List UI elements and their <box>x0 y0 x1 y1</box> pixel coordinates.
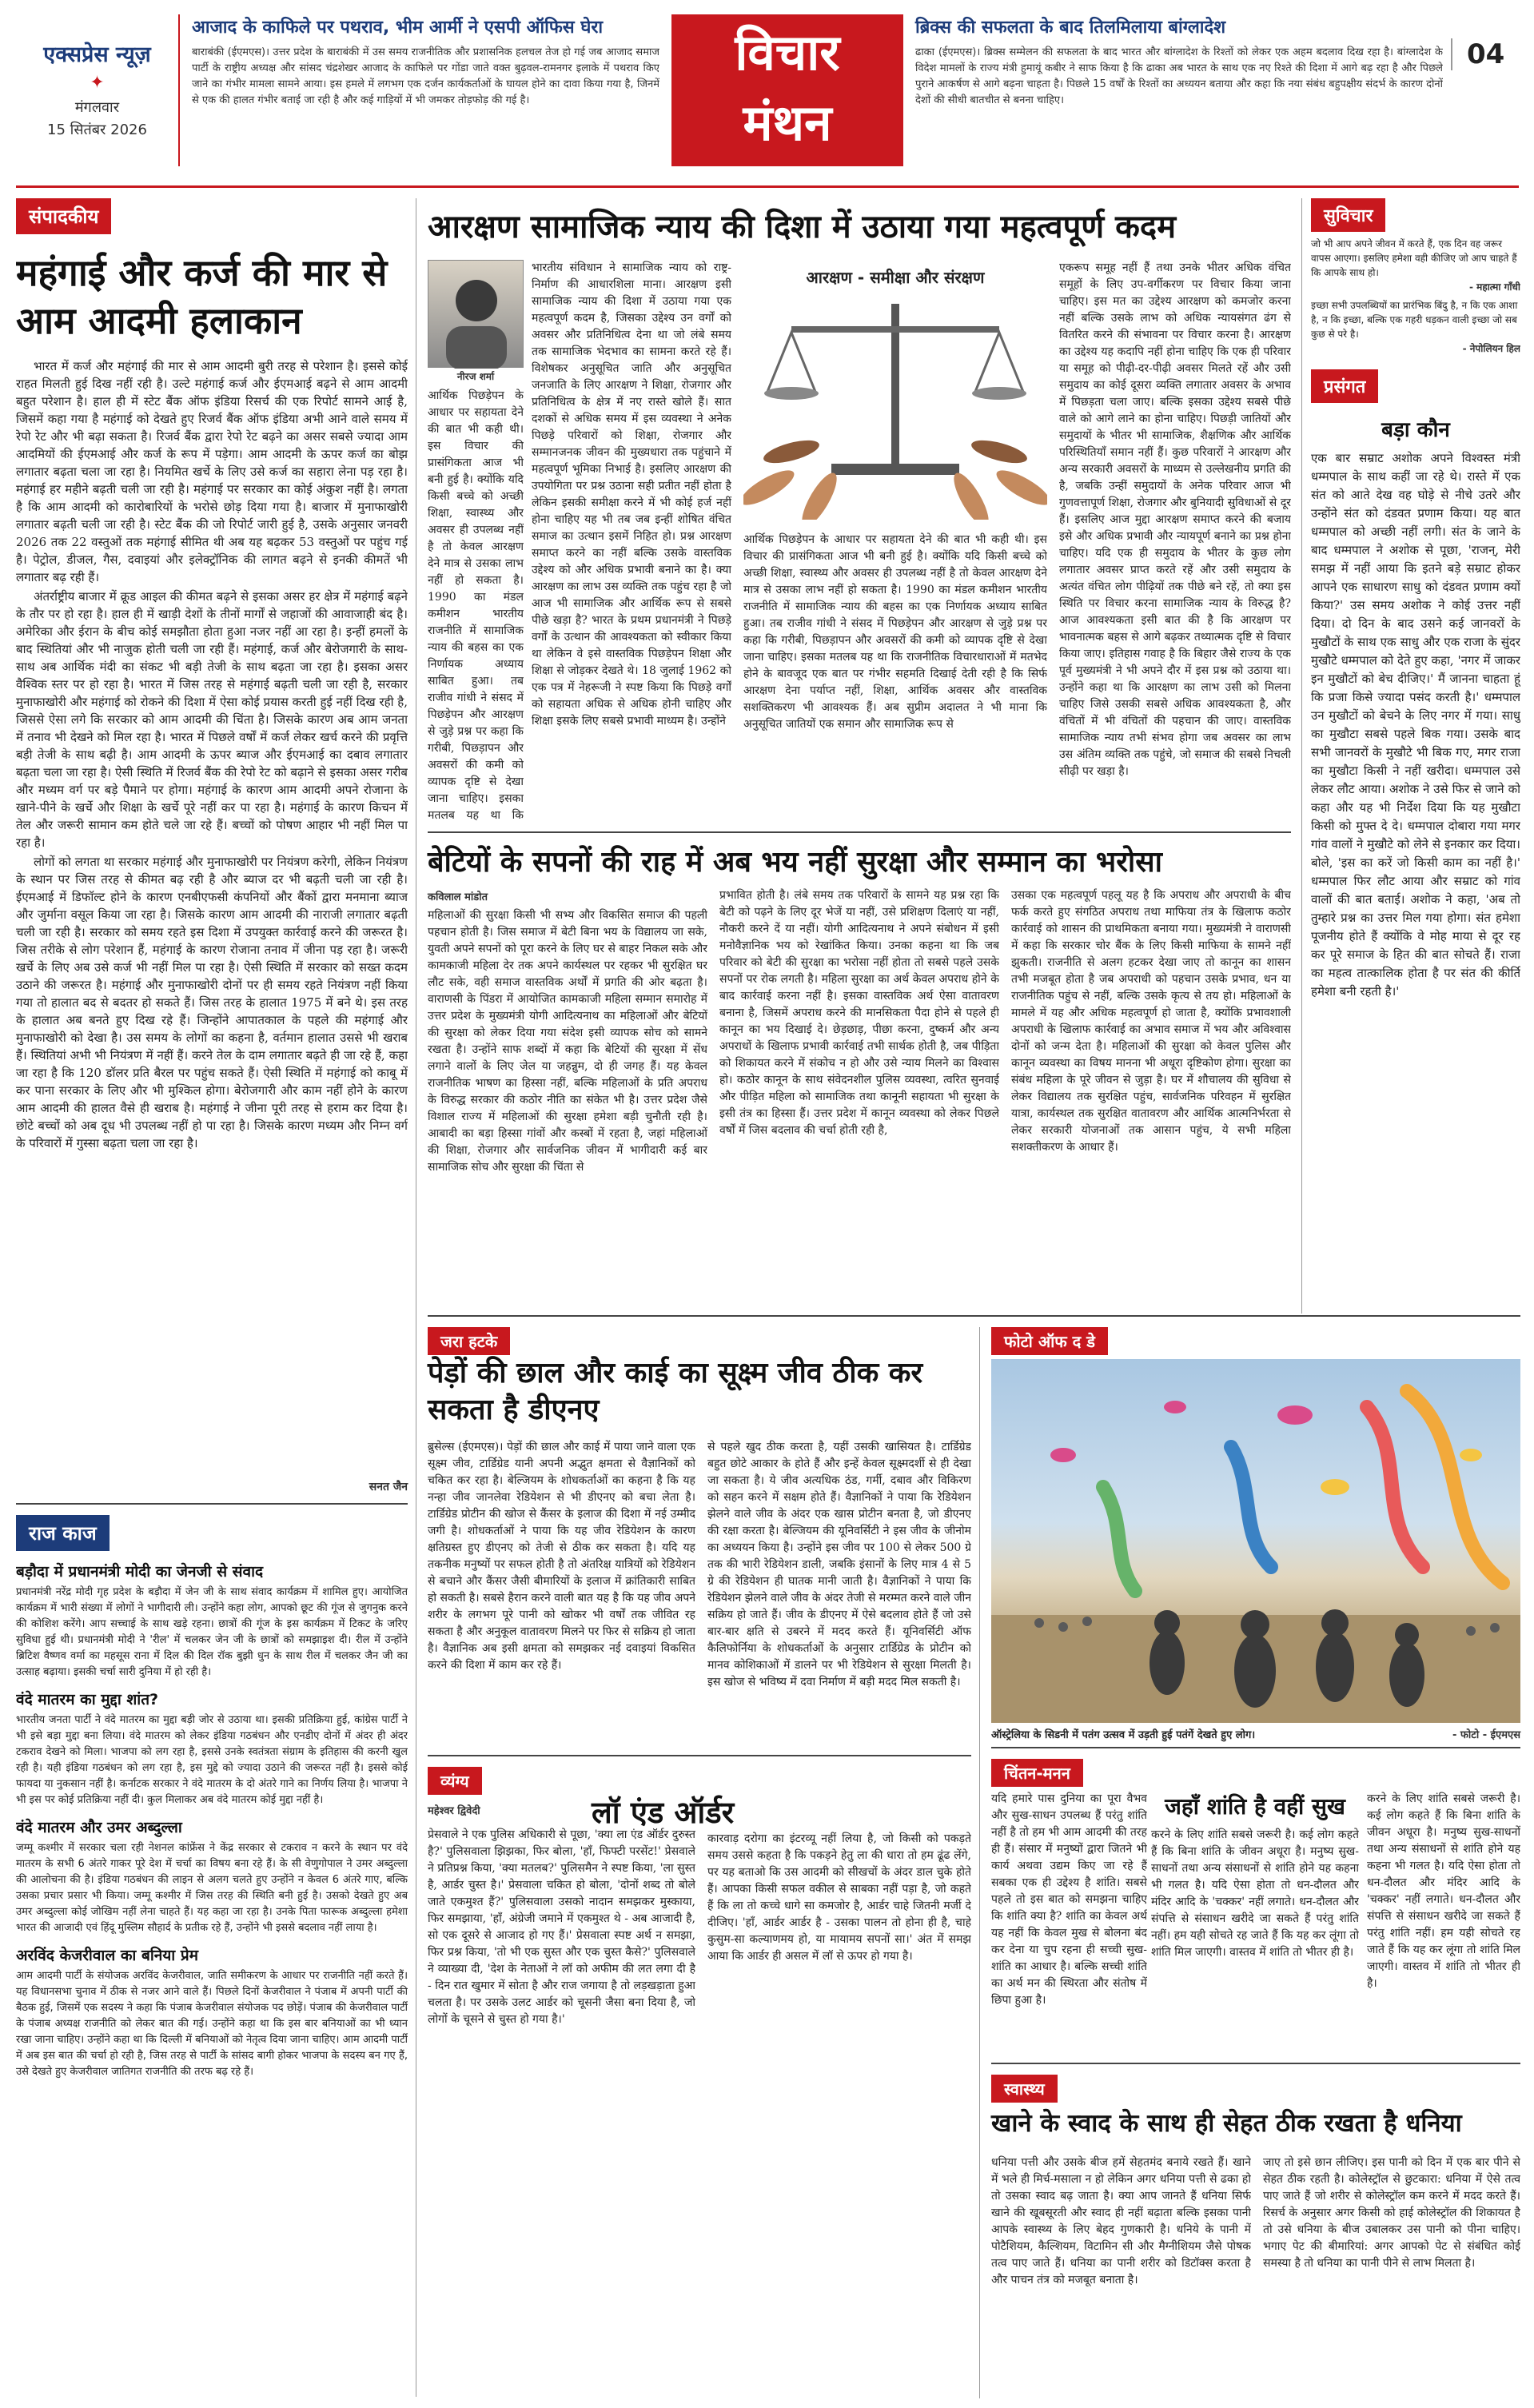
masthead-divider <box>16 185 1519 188</box>
top-right-story <box>915 14 1443 166</box>
top-right-story-title: ब्रिक्स की सफलता के बाद तिलमिलाया बांग्लादेश <box>915 18 1226 38</box>
health-col2: जाए तो इसे छान लीजिए। इस पानी को दिन में एक बार पीने से सेहत ठीक रहती है। कोलेस्ट्रॉल से छुटकारा: धनिया में ऐसे तत्व पाए जाते हैं जो शरीर से कोलेस्ट्रॉल कम करने में मदद करते हैं। रिसर्च के अनुसार अगर किसी को हाई कोलेस्ट्रॉल की शिकायत है तो उसे धनिया के बीज उबालकर उस पानी को पीना चाहिए। भगाए पेट की बीमारियां: अगर आपको पेट से संबंधित कोई समस्या है तो धनिया का पानी पीने से लाभ मिलता है। <box>1263 2156 1520 2270</box>
chintan-label: चिंतन-मनन <box>991 1759 1083 1787</box>
author-avatar-icon <box>428 261 524 369</box>
vyangya-col2: कारवाड़ दरोगा का इंटरव्यू नहीं लिया है, जो किसी को पकड़ते समय उससे कहता है कि पकड़ने हेतु ला की धारा तो हम ढूंढ लेंगे, पर यह बताओ कि उस आदमी को सीखचों के अंदर डाल चुके होते हैं। आपका किसी सफल वकील से साबका नहीं पड़ा है, जो कहते हैं कि ला तो कच्चे धागे सा कमजोर है, आर्डर चाहे जितनी मर्जी दे दीजिए। 'हाँ, आर्डर आर्डर है - उसका पालन तो होना ही है, चाहे कुसुम-सा कल्याणमय हो, या मायामय सपनों सा।' अंत में समझ आया कि आर्डर ही असल में लॉ से ऊपर हो गया है। <box>707 1832 971 1963</box>
section-title-manthan: मंथन <box>743 94 832 152</box>
justice-scale-icon <box>743 288 1047 520</box>
rajkaj-item-title: बड़ौदा में प्रधानमंत्री मोदी का जेनजी से संवाद <box>16 1563 264 1581</box>
vyangya-author: महेश्वर द्विवेदी <box>428 1805 480 1817</box>
top-left-story-title: आजाद के काफिले पर पथराव, भीम आर्मी ने एसपी ऑफिस घेरा <box>192 18 604 38</box>
reservation-col1-lower-text: आर्थिक पिछड़ेपन के आधार पर सहायता देने की बात भी कही थी। इस विचार की प्रासंगिकता आज भी बनी हुई है। क्योंकि यदि किसी बच्चे को अच्छी शिक्षा, स्वास्थ्य और अवसर ही उपलब्ध नहीं है तो केवल आरक्षण देने मात्र से उसका लाभ नहीं हो सकता है। 1990 का मंडल कमीशन भारतीय राजनीति में सामाजिक न्याय की बहस का एक निर्णायक अध्याय साबित हुआ। तब राजीव गांधी ने संसद में पिछड़ेपन और आरक्षण से जुड़े प्रश्न पर कहा कि गरीबी, पिछड़ापन और अवसरों की कमी को व्यापक दृष्टि से देखा जाना चाहिए। इसका मतलब यह था कि <box>428 389 524 822</box>
rajkaj-item <box>16 1944 408 2080</box>
dna-label: जरा हटके <box>428 1327 510 1355</box>
rajkaj-item-text: भारतीय जनता पार्टी ने वंदे मातरम का मुद्दा बड़ी जोर से उठाया था। इसकी प्रतिक्रिया हुई, कांग्रेस पार्टी ने भी इसे बड़ा मुद्दा बना लिया। वंदे मातरम को लेकर इंडिया गठबंधन और एनडीए दोनों में अंदर ही अंदर टकराव देखने को मिला। भाजपा को लग रहा है, इससे उनके स्वतंत्रता संग्राम के इतिहास की करनी खुल रही है। यही इंडिया गठबंधन को लग रहा है, इस मुद्दे को ज्यादा उठाने की जरूरत नहीं है। इससे कोई फायदा या नुकसान नहीं है। कर्नाटक सरकार ने वंदे मातरम के दो अंतरे गाने का निर्णय लिया है। भाजपा ने भी इस पर कोई प्रतिक्रिया नहीं दी। कुल मिलाकर अब वंदे मातरम कोई मुद्दा नहीं है। <box>16 1714 408 1806</box>
betiyan-col1: महिलाओं की सुरक्षा किसी भी सभ्य और विकसित समाज की पहली पहचान होती है। जिस समाज में बेटी बिना भय के विद्यालय जा सके, युवती अपने सपनों को पूरा करने के लिए घर से बाहर निकल सके और कामकाजी महिला देर तक अपने कार्यस्थल पर रहकर भी सुरक्षित घर लौट सके, वही समाज वास्तविक अर्थों में प्रगति की ओर बढ़ता है। वाराणसी के पिंडरा में आयोजित कामकाजी महिला सम्मान समारोह में उत्तर प्रदेश के मुख्यमंत्री योगी आदित्यनाथ का महिलाओं और बेटियों की सुरक्षा को लेकर दिया गया संदेश इसी व्यापक सोच को सामने रखता है। उन्होंने साफ शब्दों में कहा कि बेटियों की सुरक्षा में सेंध लगाने वालों के लिए जेल या जहन्नुम, दो ही जगह हैं। यह केवल राजनीतिक भाषण का हिस्सा नहीं, बल्कि महिलाओं के प्रति अपराध के विरुद्ध सरकार की कठोर नीति का संकेत भी है। उत्तर प्रदेश जैसे विशाल राज्य में महिलाओं की सुरक्षा हमेशा बड़ी चुनौती रही है। आबादी का बड़ा हिस्सा गांवों और कस्बों में रहता है, जहां महिलाओं की शिक्षा, रोजगार और सार्वजनिक जीवन में भागीदारी कई बार सामाजिक सोच और सुरक्षा की चिंता से <box>428 909 707 1174</box>
chintan-divider <box>991 2063 1520 2064</box>
vyangya-col1: प्रेसवाले ने एक पुलिस अधिकारी से पूछा, 'क्या ला एंड ऑर्डर दुरुस्त है?' पुलिसवाला झिझका, फिर बोला, 'हाँ, फिफ्टी परसेंट!' प्रेसवाले ने प्रतिप्रश्न किया, 'क्या मतलब?' पुलिसमैन ने स्पष्ट किया, 'ला सुस्त है, आर्डर चुस्त है।' प्रेसवाला चकित हो बोला, 'दोनों शब्द तो बोले जाते एकमुश्त हैं?' पुलिसवाला उसको नादान समझकर मुस्काया, फिर समझाया, 'हाँ, अंग्रेजी जमाने में एकमुश्त थे - अब आजादी है, सो एक दूसरे से आजाद हो गए हैं।' प्रेसवाला स्पष्ट अर्थ न समझा, फिर प्रश्न किया, 'तो भी एक सुस्त और एक चुस्त कैसे?' पुलिसवाले ने व्याख्या दी, 'देश के नेताओं ने लॉ को अफीम की लत लगा दी है - दिन रात खुमार में सोता है और राज जगाया है तो लड़खड़ाता हुआ चलता है। पर उसके उलट आर्डर को चूसनी जैसा बना दिया है, जो लोगों के चूसने से चुस्त हो गया है।' <box>428 1828 695 2026</box>
editorial-author: सनत जैन <box>369 1481 408 1493</box>
dna-bottom-divider <box>428 1755 971 1756</box>
suvichar-quote: इच्छा सभी उपलब्धियों का प्रारंभिक बिंदु है, न कि एक आशा है, न कि इच्छा, बल्कि एक गहरी धड़कन वाली इच्छा जो सब कुछ से परे है। <box>1311 300 1518 340</box>
reservation-col2-text: आर्थिक पिछड़ेपन के आधार पर सहायता देने की बात भी कही थी। इस विचार की प्रासंगिकता आज भी बनी हुई है। क्योंकि यदि किसी बच्चे को अच्छी शिक्षा, स्वास्थ्य और अवसर ही उपलब्ध नहीं है तो केवल आरक्षण देने मात्र से उसका लाभ नहीं हो सकता है। 1990 का मंडल कमीशन भारतीय राजनीति में सामाजिक न्याय की बहस का एक निर्णायक अध्याय साबित हुआ। तब राजीव गांधी ने संसद में पिछड़ेपन और आरक्षण से जुड़े प्रश्न पर कहा कि गरीबी, पिछड़ापन और अवसरों की कमी को व्यापक दृष्टि से देखा जाना चाहिए। इसका मतलब यह था कि राजनीतिक विचारधाराओं में मतभेद होने के बावजूद एक बात पर गंभीर सहमति दिखाई देती रही है कि सिर्फ आरक्षण देना पर्याप्त नहीं, शिक्षा, आर्थिक अवसर और वास्तविक सशक्तिकरण भी आवश्यक हैं। अब सुप्रीम अदालत ने भी माना कि अनुसूचित जातियों एक समान और सामाजिक रूप से <box>743 533 1047 731</box>
betiyan-col3: उसका एक महत्वपूर्ण पहलू यह है कि अपराध और अपराधी के बीच फर्क करते हुए संगठित अपराध तथा माफिया तंत्र के खिलाफ कठोर कार्रवाई को शासन की प्राथमिकता बनाया गया। मुख्यमंत्री ने वाराणसी में कहा कि सरकार चोर बैंक के लिए किसी माफिया के सामने नहीं झुकती। राजनीति से अलग हटकर देखा जाए तो कानून का शासन तभी मजबूत होता है जब अपराधी को पहचान उसके प्रभाव, धन या राजनीतिक पहुंच से नहीं, बल्कि उसके कृत्य से तय हो। महिलाओं के मामले में यह और अधिक महत्वपूर्ण हो जाता है, क्योंकि प्रभावशाली अपराधी के खिलाफ कार्रवाई का अभाव समाज में भय और अविश्वास दोनों को जन्म देता है। महिलाओं की सुरक्षा को केवल पुलिस और कानून व्यवस्था का विषय मानना भी अधूरा दृष्टिकोण होगा। सुरक्षा का संबंध महिला के पूरे जीवन से जुड़ा है। घर में शौचालय की सुविधा से लेकर विद्यालय तक सुरक्षित पहुंच, सार्वजनिक परिवहन में सुरक्षित यात्रा, कार्यस्थल तक सुरक्षित वातावरण और आर्थिक आत्मनिर्भरता से लेकर सरकारी योजनाओं तक आसान पहुंच, ये सभी महिला सशक्तीकरण के आधार हैं। <box>1011 889 1291 1154</box>
reservation-col2 <box>743 532 1047 823</box>
editorial <box>16 198 408 1497</box>
editorial-headline: महंगाई और कर्ज की मार से आम आदमी हलाकान <box>16 251 388 342</box>
editorial-section-label: संपादकीय <box>16 198 111 234</box>
rajkaj-item-title: वंदे मातरम और उमर अब्दुल्ला <box>16 1819 182 1836</box>
vyangya-label: व्यंग्य <box>428 1767 482 1795</box>
betiyan-author: कविलाल मांडोत <box>428 891 488 903</box>
brand-name: एक्सप्रेस न्यूज़ <box>43 42 151 67</box>
issue-day: मंगलवार <box>74 99 120 116</box>
suvichar-section-label: सुविचार <box>1311 198 1385 232</box>
suvichar <box>1311 198 1520 362</box>
reservation-divider <box>428 831 1291 833</box>
top-left-story <box>192 14 659 166</box>
section-banner <box>671 14 903 166</box>
prasang-title: बड़ा कौन <box>1381 418 1450 442</box>
brand-box <box>16 14 180 166</box>
reservation-image <box>743 260 1047 524</box>
suvichar-author: - नेपोलियन हिल <box>1462 343 1520 354</box>
rajkaj-item <box>16 1688 408 1808</box>
prasang-body: एक बार सम्राट अशोक अपने विश्वस्त मंत्री धम्मपाल के साथ कहीं जा रहे थे। रास्ते में एक संत को आते देख वह घोड़े से नीचे उतरे और उन्होंने संत को दंडवत प्रणाम किया। यह बात धम्मपाल को अच्छी नहीं लगी। संत के जाने के बाद धम्मपाल ने अशोक से पूछा, 'राजन्, मेरी समझ में नहीं आया कि इतने बड़े सम्राट होकर आपने एक साधारण साधु को दंडवत प्रणाम क्यों किया?' उस समय अशोक ने कोई उत्तर नहीं दिया। दो दिन के बाद उसने कई जानवरों के मुखौटों के साथ एक साधु और एक राजा के सुंदर मुखौटे धम्मपाल को देते हुए कहा, 'नगर में जाकर इन मुखौटों को बेच दीजिए।' मैं जानना चाहता हूं कि प्रजा किसे ज्यादा पसंद करती है।' धम्मपाल उन मुखौटों को बेचने के लिए नगर में गया। साधु का मुखौटा सबसे पहले बिक गया। उसके बाद सभी जानवरों के मुखौटे भी बिक गए, मगर राजा का मुखौटा किसी ने नहीं खरीदा। धम्मपाल उसे लेकर लौट आया। अशोक ने उसे फिर से जाने को कहा और यह भी निर्देश दिया कि यह मुखौटा किसी को मुफ्त दे दे। धम्मपाल दोबारा गया मगर गांव वालों ने मुखौटे को लेने से इनकार कर दिया। बोले, 'इस का करें जो किसी काम का नहीं है।' धम्मपाल फिर लौट आया और सम्राट को गांव वालों की बात बताई। अशोक ने कहा, 'अब तो तुम्हारे प्रश्न का उत्तर मिल गया होगा। संत हमेशा पूजनीय होते हैं क्योंकि वे मोह माया से दूर रह कर पूरे समाज के हित की बात सोचते हैं। राजा का महत्व तात्कालिक होता है पर संत की कीर्ति हमेशा बनी रहती है।' <box>1311 451 1520 999</box>
author-photo <box>428 260 524 368</box>
column-divider <box>979 1327 980 2398</box>
photo-caption: ऑस्ट्रेलिया के सिडनी में पतंग उत्सव में उड़ती हुई पतंगें देखते हुए लोग। <box>991 1729 1256 1741</box>
editorial-paragraph: लोगों को लगता था सरकार महंगाई और मुनाफाखोरी पर नियंत्रण करेगी, लेकिन नियंत्रण के स्थान पर जिस तरह से कीमत बढ़ रही है और ब्याज दर भी बढ़ती चली जा रही है। ईएमआई में डिफॉल्ट होने के कारण एनबीएफसी कंपनियों और बैंकों द्वारा मनमाना ब्याज और जुर्माना वसूल किया जा रहा है। जिसके कारण आम आदमी की नाराजी लगातार बढ़ती चली जा रही है। सरकार को समय रहते इस दिशा में उपयुक्त कार्रवाई करने की जरूरत है। जिस तरीके से लोग परेशान हैं, महंगाई के कारण रोजाना तनाव में जीना पड़ रहा है। जरूरी खर्चे के लिए अब उसे कर्ज भी नहीं मिल पा रहा है। ऐसी स्थिति में सरकार को सख्त कदम उठाने की जरूरत है। महंगाई और मुनाफाखोरी दोनों पर ही समय रहते नियंत्रण नहीं किया गया तो हालात बद से बदतर हो सकते हैं। जिस तरह के हालात 1975 में बने थे। इस तरह के हालात अब बनते हुए दिख रहे हैं। जिन्होंने आपातकाल के पहले की महंगाई और मुनाफाखोरी को देखा है। उस समय के लोगों का कहना है, वर्तमान हालात उससे भी खराब हैं। स्थितियां अभी भी नियंत्रण में नहीं हैं। करने तेल के दाम लगातार बढ़ते ही जा रहे हैं, कहा जा रहा है कि 120 डॉलर प्रति बैरल पर पहुंच सकते हैं। ऐसी स्थिति में महंगाई को काबू में कर पाना सरकार के लिए और भी मुश्किल होगा। बेरोजगारी और काम नहीं होने के कारण आम आदमी की हालत वैसे ही खराब है। महंगाई ने जीना पूरी तरह से हराम कर दिया है। छोटे बच्चों को अब दूध भी उपलब्ध नहीं हो पा रहा है। जिसके कारण मध्यम और निम्न वर्ग के परिवारों में गुस्सा बढ़ता चला जा रहा है। <box>16 855 408 1150</box>
editorial-body <box>16 357 408 1152</box>
betiyan-col2: प्रभावित होती है। लंबे समय तक परिवारों के सामने यह प्रश्न रहा कि बेटी को पढ़ने के लिए दूर भेजें या नहीं, उसे प्रशिक्षण दिलाएं या नहीं, नौकरी करने दें या नहीं। योगी आदित्यनाथ ने अपने संबोधन में इसी मनोवैज्ञानिक भय को रेखांकित किया। उनका कहना था कि जब परिवार को बेटी की सुरक्षा का भरोसा नहीं होता तो सबसे पहले उसके सपनों पर रोक लगती है। महिला सुरक्षा का अर्थ केवल अपराध होने के बाद कार्रवाई करना नहीं है। इसका वास्तविक अर्थ ऐसा वातावरण बनाना है, जिसमें अपराध करने की मानसिकता पैदा होने से पहले ही कानून का भय दिखाई दे। छेड़छाड़, पीछा करना, दुष्कर्म और अन्य अपराधों के खिलाफ प्रभावी कार्रवाई तभी सार्थक होती है, जब पीड़िता को शिकायत करने में संकोच न हो और उसे न्याय मिलने का विश्वास हो। कठोर कानून के साथ संवेदनशील पुलिस व्यवस्था, त्वरित सुनवाई और पीड़ित महिला को सामाजिक तथा कानूनी सहायता भी सुरक्षा के इसी तंत्र का हिस्सा हैं। उत्तर प्रदेश में कानून व्यवस्था को लेकर पिछले वर्षों में जिस बदलाव की चर्चा होती रही है, <box>719 889 999 1137</box>
masthead <box>0 0 1534 180</box>
chintan-title: जहाँ शांति है वहीं सुख <box>1165 1793 1345 1820</box>
chintan-col2: करने के लिए शांति सबसे जरूरी है। कई लोग कहते हैं कि बिना शांति के जीवन अधूरा है। मनुष्य सुख-साधनों तथा अन्य संसाधनों से शांति होने यह कहना भी गलत है। यदि ऐसा होता तो धन-दौलत और मंदिर आदि के 'चक्कर' नहीं लगाते। धन-दौलत और संपत्ति से संसाधन खरीदे जा सकते हैं परंतु शांति नहीं। हम यही सोचते रह जाते हैं कि यह कर लूंगा तो शांति मिल जाएगी। वास्तव में शांति तो भीतर ही है। <box>1367 1792 1520 1990</box>
reservation-headline: आरक्षण सामाजिक न्याय की दिशा में उठाया गया महत्वपूर्ण कदम <box>428 209 1177 245</box>
top-left-story-text: बाराबंकी (ईएमएस)। उत्तर प्रदेश के बाराबंकी में उस समय राजनीतिक और प्रशासनिक हलचल तेज हो गई जब आजाद समाज पार्टी के राष्ट्रीय अध्यक्ष और सांसद चंद्रशेखर आजाद के काफिले पर गोंडा जाते वक्त बुढ़वल-रामनगर इलाके में पथराव किए जाने का गंभीर मामला सामने आया। इस हमले में लगभग एक दर्जन कार्यकर्ताओं के घायल होने का दावा किया गया है, जिनमें से एक की हालत गंभीर बताई जा रही है और कई गाड़ियों में भी जमकर तोड़फोड़ की गई है। <box>192 46 659 106</box>
photo-of-day-image <box>991 1359 1520 1723</box>
reservation-col3 <box>1059 260 1291 823</box>
chintan-col-mid: करने के लिए शांति सबसे जरूरी है। कई लोग कहते हैं कि बिना शांति के जीवन अधूरा है। मनुष्य सुख-साधनों तथा अन्य संसाधनों से शांति होने यह कहना भी गलत है। यदि ऐसा होता तो धन-दौलत और मंदिर आदि के 'चक्कर' नहीं लगाते। धन-दौलत और संपत्ति से संसाधन खरीदे जा सकते हैं परंतु शांति नहीं। हम यही सोचते रह जाते हैं कि यह कर लूंगा तो शांति मिल जाएगी। वास्तव में शांति तो भीतर ही है। <box>1151 1828 1359 1959</box>
photo-divider <box>991 1747 1520 1748</box>
betiyan-headline: बेटियों के सपनों की राह में अब भय नहीं सुरक्षा और सम्मान का भरोसा <box>428 846 1162 879</box>
rajkaj-item-title: अरविंद केजरीवाल का बनिया प्रेम <box>16 1947 199 1964</box>
reservation-image-caption: आरक्षण - समीक्षा और संरक्षण <box>806 268 985 287</box>
chintan-col1: यदि हमारे पास दुनिया का पूरा वैभव और सुख-साधन उपलब्ध हैं परंतु शांति नहीं है तो हम भी आम आदमी की तरह ही हैं। संसार में मनुष्यों द्वारा जितने भी कार्य अथवा उद्यम किए जा रहे हैं सबका एक ही उद्देश्य है शांति। सबसे पहले तो इस बात को समझना चाहिए कि शांति क्या है? शांति का केवल अर्थ यह नहीं कि केवल मुख से बोलना बंद कर देना या चुप रहना ही सच्ची सुख-शांति का आधार है। बल्कि सच्ची शांति का अर्थ मन की स्थिरता और संतोष में छिपा हुआ है। <box>991 1792 1147 2007</box>
reservation-author: नीरज शर्मा <box>456 371 495 382</box>
health-col1: धनिया पत्ती और उसके बीज हमें सेहतमंद बनाये रखते हैं। खाने में भले ही मिर्च-मसाला न हो लेकिन अगर धनिया पत्ती से ढका हो तो उसका स्वाद बढ़ जाता है। क्या आप जानते हैं धनिया सिर्फ खाने की खूबसूरती और स्वाद ही नहीं बढ़ाता बल्कि इसका पानी आपके स्वास्थ्य के लिए बेहद गुणकारी है। धनिये के पानी में पोटैशियम, कैल्शियम, विटामिन सी और मैग्नीशियम जैसे पोषक तत्व पाए जाते हैं। धनिया का पानी शरीर को डिटॉक्स करता है और पाचन तंत्र को मजबूत बनाता है। <box>991 2156 1251 2286</box>
top-right-story-text: ढाका (ईएमएस)। ब्रिक्स सम्मेलन की सफलता के बाद भारत और बांग्लादेश के रिश्तों को लेकर एक अहम बदलाव दिख रहा है। बांग्लादेश के विदेश मामलों के राज्य मंत्री हुमायूं कबीर ने साफ किया है कि ढाका अब भारत के साथ एक नए रिश्ते की दिशा में आगे बढ़ रहा है और पिछले पुराने आकर्षण से आगे बढ़ना चाहता है। पिछले 15 वर्षों के रिश्तों का अध्ययन बताया और कहा कि नया संबंध बहुपक्षीय संदर्भ के कारण दोनों देशों की सीधी बातचीत से बनना चाहिए। <box>915 46 1443 106</box>
section-title-vichar: विचार <box>735 23 840 82</box>
health-label: स्वास्थ्य <box>991 2075 1058 2103</box>
rajkaj-item-title: वंदे मातरम का मुद्दा शांत? <box>16 1691 159 1708</box>
rajkaj-section-label: राज काज <box>16 1515 110 1551</box>
dna-headline: पेड़ों की छाल और काई का सूक्ष्म जीव ठीक कर सकता है डीएनए <box>428 1357 923 1426</box>
photo-credit: - फोटो - ईएमएस <box>1452 1729 1520 1741</box>
rajkaj-item-text: प्रधानमंत्री नरेंद्र मोदी गृह प्रदेश के बड़ौदा में जेन जी के साथ संवाद कार्यक्रम में शामिल हुए। आयोजित कार्यक्रम में भारी संख्या में लोगों ने भागीदारी ली। उन्होंने कहा लोग, आपको छूट की गूंज से जुगनुक करने की कोशिश करेंगे। आप सच्चाई के साथ खड़े रहना। छात्रों की गूंज के इस कार्यक्रम में टिकट के जरिए सुविधा हुई थी। प्रधानमंत्री मोदी ने 'रील' में चलकर जेन जी के छात्रों को समझाइश दी। रील में उन्होंने ब्रिटिश वैष्णव वर्मा का महसूस राना में दिल की दिल रॉक बुझी धुन के साथ रील में चलकर जैन जी का उत्साह बढ़ाया। इसकी चर्चा सारी दुनिया में हो रही है। <box>16 1586 408 1678</box>
brand-ornament-icon: ✦ <box>90 73 105 93</box>
issue-date: 15 सितंबर 2026 <box>47 122 147 138</box>
reservation-col1 <box>532 260 731 823</box>
rajkaj-item <box>16 1816 408 1936</box>
reservation-col3-text: एकरूप समूह नहीं हैं तथा उनके भीतर अधिक वंचित समूहों के लिए उप-वर्गीकरण पर विचार किया जाना चाहिए। इस मत का उद्देश्य आरक्षण को कमजोर करना नहीं बल्कि उसके लाभ को अधिक न्यायसंगत ढंग से वितरित करने की संभावना पर विचार करना है। आरक्षण का उद्देश्य यह कदापि नहीं होना चाहिए कि एक ही परिवार या समूह को पीढ़ी-दर-पीढ़ी अवसर मिलते रहें और उसी समुदाय का कोई दूसरा व्यक्ति लगातार अवसर के अभाव में पिछड़ता चला जाए। बल्कि इसका उद्देश्य सबसे पीछे वाले को आगे लाने का होना चाहिए। पिछड़ी जातियों और समुदायों के भीतर भी सामाजिक, शैक्षणिक और आर्थिक परिस्थितियाँ समान नहीं हैं। कुछ परिवारों ने आरक्षण और अन्य सरकारी अवसरों के माध्यम से उल्लेखनीय प्रगति की है, जबकि उन्हीं समुदायों के अनेक परिवार आज भी गुणवत्तापूर्ण शिक्षा, रोजगार और बुनियादी सुविधाओं से दूर हैं। इसलिए आज मुद्दा आरक्षण समाप्त करने की बजाय इसे और अधिक प्रभावी और न्यायपूर्ण बनाने का प्रश्न होना चाहिए। यदि एक ही समुदाय के भीतर के कुछ लोग लगातार अवसर प्राप्त करते रहें और उसी समुदाय के अत्यंत वंचित लोग पीढ़ियों तक पीछे बने रहें, तो क्या इस स्थिति पर विचार करना सामाजिक न्याय के विरुद्ध है? आज आवश्यकता इसी बात की है कि आरक्षण पर भावनात्मक बहस से आगे बढ़कर तथ्यात्मक दृष्टि से विचार किया जाए। इतिहास गवाह है कि बिहार जैसे राज्य के एक पूर्व मुख्यमंत्री ने भी अपने दौर में इस प्रश्न को उठाया था। उन्होंने कहा था कि आरक्षण का लाभ उसी को मिलना चाहिए जिसे उसकी सबसे अधिक आवश्यकता है, और वंचितों में भी वंचितों की पहचान की जाए। वास्तविक सामाजिक न्याय तभी संभव होगा जब अवसर का लाभ उस अंतिम व्यक्ति तक पहुंचे, जो समाज की सबसे निचली सीढ़ी पर खड़ा है। <box>1059 261 1291 778</box>
betiyan-divider <box>428 1315 1520 1317</box>
editorial-paragraph: भारत में कर्ज और महंगाई की मार से आम आदमी बुरी तरह से परेशान है। इससे कोई राहत मिलती हुई दिख नहीं रही है। उल्टे महंगाई कर्ज और ईएमआई बढ़ने से आम आदमी बहुत परेशान है। हाल ही में स्टेट बैंक ऑफ इंडिया रिसर्च की एक रिपोर्ट सामने आई है, जिसमें कहा गया है महंगाई को देखते हुए रिजर्व बैंक ऑफ इंडिया अभी आने वाले समय में रेपो रेट और भी बढ़ा सकता है। रिजर्व बैंक द्वारा रेपो रेट बढ़ने का असर सबसे ज्यादा आम आदमियों की ईएमआई और कर्ज के रूप में पड़ेगा। आम आदमी के ऊपर कर्ज का बोझ लगातार बढ़ता चला जा रहा है। नियमित खर्चे के लिए उसे कर्ज का सहारा लेना पड़ रहा है। महंगाई हर महीने बढ़ती चली जा रही है। महंगाई पर सरकार का कोई अंकुश नहीं है। लगता है कि आम आदमी को कारोबारियों के भरोसे छोड़ दिया गया है। बाजार में मुनाफाखोरी लगातार बढ़ती चली जा रही है। स्टेट बैंक की जो रिपोर्ट जारी हुई है, उसके अनुसार जनवरी 2026 तक 22 वस्तुओं तक महंगाई सीमित थी अब यह बढ़कर 53 वस्तुओं पर पहुंच गई है। पेट्रोल, डीजल, गैस, दवाइयां और इलेक्ट्रॉनिक की लागत बढ़ने से इनकी कीमतें भी लगातार बढ़ रही हैं। <box>16 359 408 584</box>
prasang <box>1311 369 1520 1313</box>
dna-col2: से पहले खुद ठीक करता है, यहीं उसकी खासियत है। टार्डिग्रेड बहुत छोटे आकार के होते हैं और इन्हें केवल सूक्ष्मदर्शी से ही देखा जा सकता है। ये जीव अत्यधिक ठंड, गर्मी, दबाव और विकिरण को सहन करने में सक्षम होते हैं। वैज्ञानिकों ने पाया कि रेडियेशन झेलने वाले जीव के अंदर एक खास प्रोटीन बनता है, जो डीएनए की रक्षा करता है। बेल्जियम की यूनिवर्सिटी ने इस जीव के जीनोम का अध्ययन किया है। उन्होंने इस जीव पर 100 से लेकर 500 ग्रे तक की भारी रेडियेशन डाली, जबकि इंसानों के लिए मात्र 4 से 5 ग्रे की रेडियेशन ही घातक मानी जाती है। वैज्ञानिकों ने पाया कि रेडियेशन झेलने वाले जीव के अंदर तेजी से मरम्मत करने वाले जीन सक्रिय हो जाते हैं। जीव के डीएनए में ऐसे बदलाव होते हैं जो उसे बार-बार क्षति से उबरने में मदद करते हैं। यूनिवर्सिटी ऑफ कैलिफोर्निया के शोधकर्ताओं के अनुसार टार्डिग्रेड के प्रोटीन को मानव कोशिकाओं में डालने पर भी रेडियेशन से सुरक्षा मिलती है। इस खोज से भविष्य में दवा निर्माण में बड़ी मदद मिल सकती है। <box>707 1441 971 1688</box>
column-divider <box>1301 198 1302 1314</box>
dna-col1: ब्रुसेल्स (ईएमएस)। पेड़ों की छाल और काई में पाया जाने वाला एक सूक्ष्म जीव, टार्डिग्रेड यानी अपनी अद्भुत क्षमता से वैज्ञानिकों को चकित कर रहा है। बेल्जियम के शोधकर्ताओं का कहना है कि यह नन्हा जीव जानलेवा रेडियेशन से भी डीएनए को बचा लेता है। टार्डिग्रेड प्रोटीन की खोज से कैंसर के इलाज की दिशा में नई उम्मीद जगी है। शोधकर्ताओं ने पाया कि यह जीव रेडियेशन के कारण क्षतिग्रस्त हुए डीएनए को तेजी से ठीक कर सकता है। यदि यह तकनीक मनुष्यों पर सफल होती है तो अंतरिक्ष यात्रियों को रेडियेशन से बचाने और कैंसर जैसी बीमारियों के इलाज में क्रांतिकारी साबित हो सकती है। सबसे हैरान करने वाली बात यह है कि यह जीव अपने शरीर के लगभग पूरे पानी को खोकर भी वर्षों तक जीवित रह सकता है और अनुकूल वातावरण मिलने पर फिर से सक्रिय हो जाता है। वैज्ञानिक अब इसी क्षमता को समझकर नई दवाइयां विकसित करने की दिशा में काम कर रहे हैं। <box>428 1441 695 1672</box>
rajkaj <box>16 1515 408 2394</box>
editorial-paragraph: अंतर्राष्ट्रीय बाजार में क्रूड आइल की कीमत बढ़ने से इसका असर हर क्षेत्र में महंगाई बढ़ने के तौर पर हो रहा है। हाल ही में खाड़ी देशों के तीनों मार्गों से जहाजों की आवाजाही बंद है। अमेरिका और ईरान के बीच कोई समझौता होता हुआ नजर नहीं आ रहा है। इन्हीं हमलों के बाद स्थितियां और भी नाजुक होती चली जा रही हैं। महंगाई, कर्ज और बेरोजगारी के साथ-साथ अब आर्थिक मंदी का संकट भी बड़ी तेजी के साथ बढ़ता जा रहा है। इसका असर वैश्विक स्तर पर हो रहा है। भारत में जिस तरह से महंगाई बढ़ती चली जा रही है, सरकार मुनाफाखोरी और महंगाई को रोकने की दिशा में ऐसा कोई प्रयास करती हुई नहीं दिख रही है, जिससे ऐसा लगे कि सरकार को आम आदमी की चिंता है। जिसके कारण अब आम जनता में तनाव भी देखने को मिल रहा है। भारत में पिछले वर्षों में कर्ज लेकर खर्च करने की प्रवृत्ति बड़ी तेजी के साथ बढ़ी है। आम आदमी के ऊपर ब्याज और ईएमआई का दबाव लगातार बढ़ता चला जा रहा है। ऐसी स्थिति में रिजर्व बैंक की रेपो रेट को बढ़ाने से इसका असर गरीब और मध्यम वर्ग पर बड़े पैमाने पर होगा। महंगाई के कारण आम आदमी अपने रोजाना के खाने-पीने के खर्चे और शिक्षा के खर्चे पूरे नहीं कर पा रहा है। महंगाई के कारण किचन में तेल और जरूरी सामान कम होते चले जा रहे हैं। बच्चों को पोषण आहार भी नहीं मिल पा रहा है। <box>16 589 408 850</box>
prasang-section-label: प्रसंगत <box>1311 369 1378 403</box>
suvichar-quote: जो भी आप अपने जीवन में करते हैं, एक दिन वह जरूर वापस आएगा। इसलिए हमेशा वही कीजिए जो आप चाहते हैं कि आपके साथ हो। <box>1311 238 1517 278</box>
suvichar-author: - महात्मा गाँधी <box>1468 281 1520 293</box>
vyangya-headline: लॉ एंड ऑर्डर <box>592 1795 735 1830</box>
editorial-divider <box>16 1503 408 1505</box>
photo-label: फोटो ऑफ द डे <box>991 1327 1108 1355</box>
health-headline: खाने के स्वाद के साथ ही सेहत ठीक रखता है धनिया <box>991 2109 1462 2138</box>
page-number: 04 <box>1451 38 1523 70</box>
reservation-col1-text: भारतीय संविधान ने सामाजिक न्याय को राष्ट्र-निर्माण की आधारशिला माना। आरक्षण इसी सामाजिक न्याय की दिशा में उठाया गया एक महत्वपूर्ण कदम है, जिसका उद्देश्य उन वर्गों को अवसर और प्रतिनिधित्व देना था जो लंबे समय तक सामाजिक भेदभाव का सामना करते रहे हैं। विशेषकर अनुसूचित जाति और अनुसूचित जनजाति के लिए आरक्षण ने शिक्षा, रोजगार और प्रतिनिधित्व के क्षेत्र में नए रास्ते खोले हैं। सात दशकों से अधिक समय में इस व्यवस्था ने अनेक पिछड़े परिवारों को शिक्षा, रोजगार और सम्मानजनक जीवन की मुख्यधारा तक पहुंचाने में महत्वपूर्ण भूमिका निभाई है। इसलिए आरक्षण की उपयोगिता पर प्रश्न उठाना सही प्रतीत नहीं होता है लेकिन इसकी समीक्षा करने में भी कोई हर्ज नहीं होना चाहिए यह भी तब जब इन्हीं शोषित वंचित समाज का उत्थान इसमें निहित हो। प्रश्न आरक्षण समाप्त करने का नहीं बल्कि उसके वास्तविक उद्देश्य को और अधिक प्रभावी बनाने का है। क्या आरक्षण का लाभ उस व्यक्ति तक पहुंच रहा है जो आज भी सामाजिक और आर्थिक रूप से सबसे पीछे खड़ा है? भारत के प्रथम प्रधानमंत्री ने पिछड़े वर्गों के उत्थान की आवश्यकता को स्वीकार किया था लेकिन वे इसे वास्तविक पिछड़ेपन शिक्षा और शिक्षा से जोड़कर देखते थे। 18 जुलाई 1962 को एक पत्र में नेहरूजी ने स्पष्ट किया कि पिछड़े वर्गों को सहायता अधिक से अधिक होनी चाहिए और शिक्षा इसके लिए सबसे प्रभावी माध्यम है। उन्होंने <box>532 261 731 728</box>
kite-festival-illustration <box>991 1359 1520 1723</box>
reservation-col1-lower <box>428 388 524 823</box>
rajkaj-item-text: जम्मू कश्मीर में सरकार चला रही नेशनल कांफ्रेंस ने केंद्र सरकार से टकराव न करने के स्थान पर वंदे मातरम के सभी 6 अंतरे गाकर पूरे देश में चर्चा का विषय बना रहे हैं। के सी वेणुगोपाल ने उमर अब्दुल्ला की आलोचना की है। इंडिया गठबंधन की लाइन से अलग चलते हुए उन्होंने न केवल 6 अंतरे गाए, बल्कि उसका प्रचार प्रसार भी किया। जम्मू कश्मीर में जिस तरह की स्थिति बनी हुई है। उसको देखते हुए अब उमर अब्दुल्ला कोई जोखिम नहीं लेना चाहते हैं। यह कहा जा रहा है। उनके पिता फारूक अब्दुल्ला हमेशा भारत की आजादी एवं हिंदू मुस्लिम सौहार्द के प्रतीक रहे हैं, उन्होंने भी इससे बदलाव नहीं लाया है। <box>16 1842 408 1934</box>
rajkaj-item-text: आम आदमी पार्टी के संयोजक अरविंद केजरीवाल, जाति समीकरण के आधार पर राजनीति नहीं करते हैं। यह विधानसभा चुनाव में ठीक से नजर आने वाले हैं। पिछले दिनों केजरीवाल ने पंजाब में अपनी पार्टी की बैठक हुई, जिसमें एक सदस्य ने कहा कि पंजाब केजरीवाल संयोजक पद छोड़ें। पंजाब की केजरीवाल पार्टी के पंजाब अध्यक्ष राजनीति को लेकर बात की गई। उन्होंने कहा था कि इस बार बनियाओं का भी ध्यान रखा जाना चाहिए। उन्होंने कहा था कि दिल्ली में बनियाओं को नेतृत्व दिया जाना चाहिए। आम आदमी पार्टी में अब इस बात की चर्चा हो रही है, जिस तरह से पार्टी के सांसद बागी होकर भाजपा के सदस्य बन गए हैं, उसे देखते हुए केजरीवाल जातिगत राजनीति की तरफ बढ़ रहे हैं। <box>16 1970 408 2078</box>
rajkaj-item <box>16 1561 408 1680</box>
